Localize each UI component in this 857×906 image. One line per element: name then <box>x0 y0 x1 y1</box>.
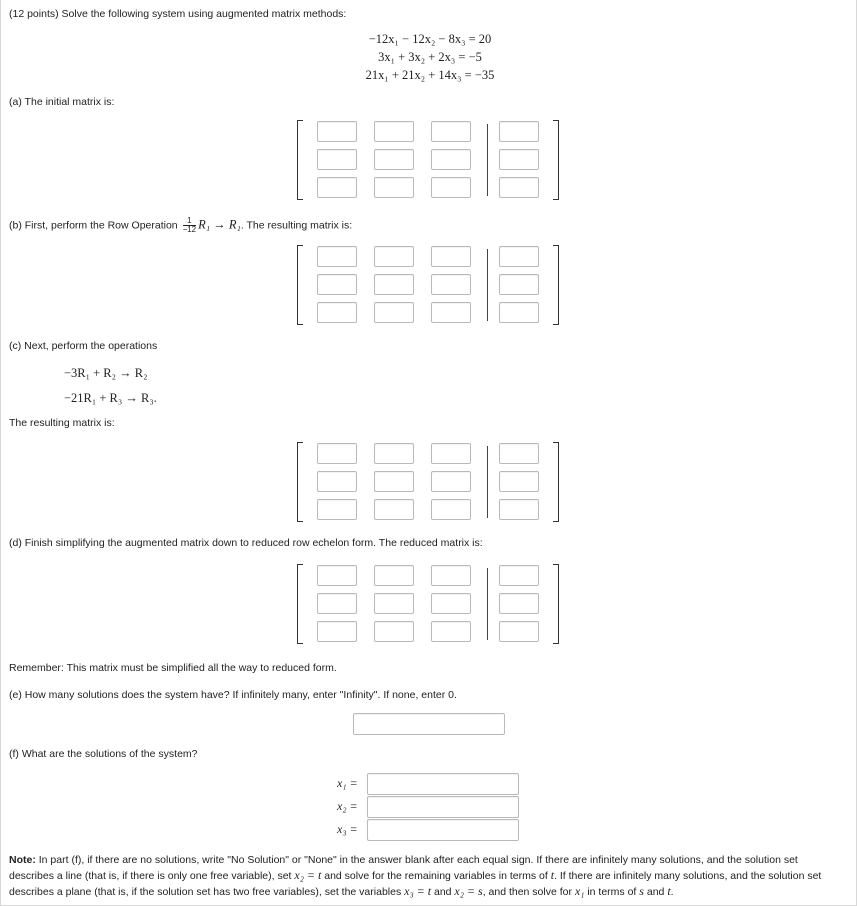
matrix-d-cell-r3c1[interactable] <box>317 621 357 642</box>
part-c-label: (c) Next, perform the operations <box>9 340 158 352</box>
matrix-b <box>297 245 559 325</box>
note-math-2: t <box>550 868 555 882</box>
note-math-4: x₂ = s <box>454 884 483 898</box>
right-bracket <box>553 245 559 325</box>
matrix-c-cell-r2c2[interactable] <box>374 471 414 492</box>
matrix-b-cell-r1c1[interactable] <box>317 246 357 267</box>
matrix-c-cell-r3c3[interactable] <box>431 499 471 520</box>
augment-divider <box>487 568 488 640</box>
augment-divider <box>487 446 488 518</box>
equation-1: −12x₁ − 12x₂ − 8x₃ = 20 <box>368 32 492 46</box>
note-text-2: and solve for the remaining variables in terms of <box>321 870 551 882</box>
part-c-result-label: The resulting matrix is: <box>9 417 115 429</box>
matrix-d-cell-r2c3[interactable] <box>431 593 471 614</box>
fraction-denominator: −12 <box>182 225 197 234</box>
part-a-label: (a) The initial matrix is: <box>9 96 115 108</box>
left-bracket <box>297 245 303 325</box>
fraction-numerator: 1 <box>183 217 197 226</box>
matrix-d-cell-r1c1[interactable] <box>317 565 357 586</box>
matrix-b-cell-r1c3[interactable] <box>431 246 471 267</box>
solution-count-input[interactable] <box>353 713 505 735</box>
part-b-text: (b) First, perform the Row Operation <box>9 219 178 232</box>
matrix-a-cell-r2c2[interactable] <box>374 149 414 170</box>
note-text-6: in terms of <box>584 886 640 898</box>
matrix-b-cell-r1c2[interactable] <box>374 246 414 267</box>
matrix-b-cell-r3c1[interactable] <box>317 302 357 323</box>
note-text-8: . <box>670 886 674 898</box>
matrix-a-cell-r3c1[interactable] <box>317 177 357 198</box>
note-text-1: In part (f), if there are no solutions, write "No Solution" or "None" in the answer blank after each equal sign. If there are infinitely many solutions, and the solution set describes a line (that is, if there is only one free variable), set <box>9 854 798 882</box>
matrix-d-cell-r1c2[interactable] <box>374 565 414 586</box>
matrix-a-cell-r2c4[interactable] <box>499 149 539 170</box>
note-math-6: s <box>639 884 644 898</box>
note-math-1: x₂ = t <box>294 868 322 882</box>
matrix-d-cell-r3c4[interactable] <box>499 621 539 642</box>
row-op-2: −21R₁ + R₃ → R₃. <box>64 391 157 405</box>
augment-divider <box>487 124 488 196</box>
note-bold: Note: <box>9 854 36 866</box>
matrix-c-cell-r1c3[interactable] <box>431 443 471 464</box>
matrix-c-cell-r1c1[interactable] <box>317 443 357 464</box>
matrix-d-cell-r1c3[interactable] <box>431 565 471 586</box>
matrix-a-cell-r3c3[interactable] <box>431 177 471 198</box>
matrix-b-cell-r2c1[interactable] <box>317 274 357 295</box>
matrix-d-cell-r1c4[interactable] <box>499 565 539 586</box>
matrix-b-cell-r2c2[interactable] <box>374 274 414 295</box>
part-e-label: (e) How many solutions does the system have? If infinitely many, enter "Infinity". If none, enter 0. <box>9 689 457 701</box>
matrix-c-cell-r3c4[interactable] <box>499 499 539 520</box>
note-text-3: . If there are infinitely many solutions, and the solution set describes a plane (that is, if the solution set has two free variables), set the variables <box>9 870 822 898</box>
x2-label: x₂ = <box>337 799 358 813</box>
x3-label: x₃ = <box>337 822 358 836</box>
matrix-b-cell-r3c4[interactable] <box>499 302 539 323</box>
equation-3: 21x₁ + 21x₂ + 14x₃ = −35 <box>365 68 495 82</box>
matrix-b-cell-r3c2[interactable] <box>374 302 414 323</box>
note-paragraph <box>9 853 844 900</box>
x1-label: x₁ = <box>337 776 358 790</box>
matrix-d-cell-r2c1[interactable] <box>317 593 357 614</box>
matrix-d <box>297 564 559 644</box>
matrix-a-cell-r1c3[interactable] <box>431 121 471 142</box>
x1-input[interactable] <box>367 773 519 795</box>
matrix-b-cell-r2c3[interactable] <box>431 274 471 295</box>
note-math-5: x₁ <box>574 884 585 898</box>
matrix-a-cell-r3c2[interactable] <box>374 177 414 198</box>
part-d-label: (d) Finish simplifying the augmented matrix down to reduced row echelon form. The reduced matrix is: <box>9 537 483 549</box>
matrix-c-cell-r2c1[interactable] <box>317 471 357 492</box>
matrix-b-cell-r1c4[interactable] <box>499 246 539 267</box>
matrix-a-cell-r3c4[interactable] <box>499 177 539 198</box>
part-f-label: (f) What are the solutions of the system? <box>9 748 198 760</box>
matrix-c-cell-r3c2[interactable] <box>374 499 414 520</box>
row-op-expression: R₁ → R₁ <box>198 217 241 232</box>
matrix-d-cell-r3c2[interactable] <box>374 621 414 642</box>
matrix-d-cell-r2c4[interactable] <box>499 593 539 614</box>
note-text-4: and <box>431 886 455 898</box>
matrix-a-cell-r1c4[interactable] <box>499 121 539 142</box>
x3-input[interactable] <box>367 819 519 841</box>
row-op-1: −3R₁ + R₂ → R₂ <box>64 366 148 380</box>
matrix-a-cell-r2c1[interactable] <box>317 149 357 170</box>
augment-divider <box>487 249 488 321</box>
matrix-c-cell-r2c4[interactable] <box>499 471 539 492</box>
left-bracket <box>297 442 303 522</box>
right-bracket <box>553 564 559 644</box>
matrix-c-cell-r1c2[interactable] <box>374 443 414 464</box>
matrix-a-cell-r1c1[interactable] <box>317 121 357 142</box>
note-math-7: t <box>667 884 671 898</box>
note-text-7: and <box>643 886 668 898</box>
problem-header: (12 points) Solve the following system using augmented matrix methods: <box>9 8 347 20</box>
matrix-b-cell-r3c3[interactable] <box>431 302 471 323</box>
part-b-label <box>9 217 352 234</box>
matrix-c-cell-r2c3[interactable] <box>431 471 471 492</box>
matrix-a <box>297 120 559 200</box>
right-bracket <box>553 120 559 200</box>
matrix-d-cell-r3c3[interactable] <box>431 621 471 642</box>
matrix-a-cell-r2c3[interactable] <box>431 149 471 170</box>
part-b-text-after: . The resulting matrix is: <box>240 219 353 232</box>
matrix-c-cell-r1c4[interactable] <box>499 443 539 464</box>
note-text-5: , and then solve for <box>482 886 575 898</box>
matrix-c-cell-r3c1[interactable] <box>317 499 357 520</box>
matrix-b-cell-r2c4[interactable] <box>499 274 539 295</box>
x2-input[interactable] <box>367 796 519 818</box>
matrix-d-cell-r2c2[interactable] <box>374 593 414 614</box>
matrix-c <box>297 442 559 522</box>
matrix-a-cell-r1c2[interactable] <box>374 121 414 142</box>
remember-text: Remember: This matrix must be simplified all the way to reduced form. <box>9 662 337 674</box>
note-math-3: x₃ = t <box>404 884 432 898</box>
right-bracket <box>553 442 559 522</box>
left-bracket <box>297 120 303 200</box>
equation-2: 3x₁ + 3x₂ + 2x₃ = −5 <box>378 50 482 64</box>
row-op-fraction <box>183 217 197 234</box>
left-bracket <box>297 564 303 644</box>
